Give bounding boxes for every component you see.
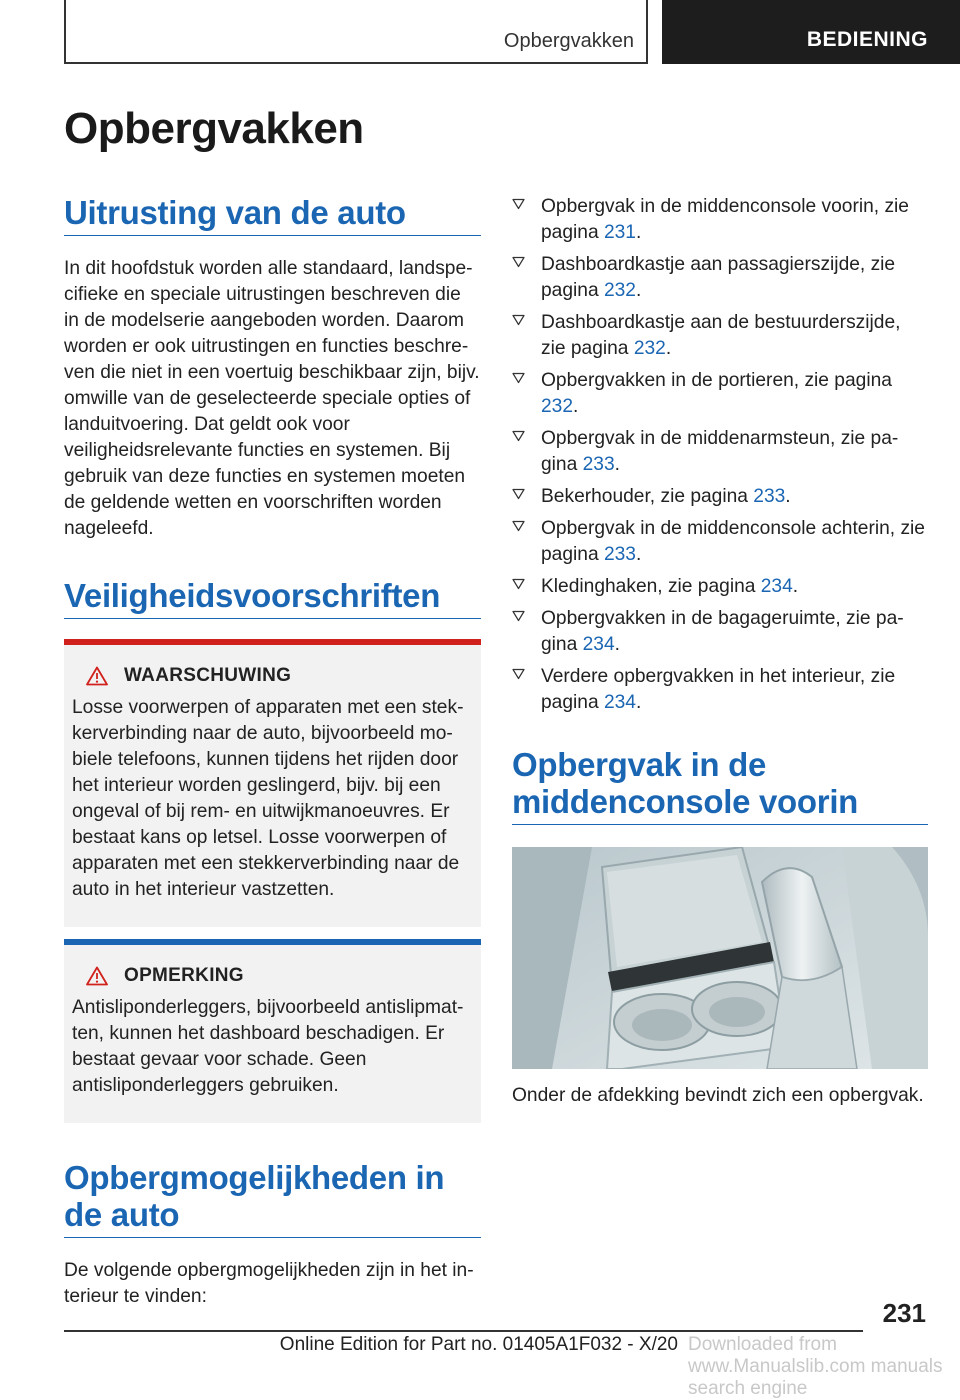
notice-header [72, 963, 473, 989]
footer-watermark: Downloaded from www.Manualslib.com manuals search engine [688, 1334, 943, 1399]
triangle-bullet-icon [512, 520, 525, 532]
console-caption: Onder de afdekking bevindt zich een opbergvak. [512, 1085, 924, 1106]
page-link[interactable]: 234 [582, 634, 615, 655]
triangle-bullet-icon [512, 488, 525, 500]
list-item: Opbergvak in de middenconsole achterin, zie pagina 233. [512, 516, 928, 568]
page-link[interactable]: 232 [541, 396, 574, 417]
page-link[interactable]: 233 [582, 454, 615, 475]
header-chapter-tab [662, 0, 960, 64]
list-item-text: Kledinghaken, zie pagina [541, 576, 761, 597]
left-column [64, 194, 481, 1310]
list-item: Dashboardkastje aan passagierszijde, zie pagina 232. [512, 252, 928, 304]
footer-edition: Online Edition for Part no. 01405A1F032 - X/20 [279, 1334, 678, 1355]
page-link[interactable]: 232 [603, 280, 636, 301]
list-item: Opbergvak in de middenconsole voorin, zie pagina 231. [512, 194, 928, 246]
page-number: 231 [882, 1298, 926, 1328]
footer-rule [64, 1330, 863, 1332]
list-item-text: Opbergvak in de middenarmsteun, zie pagina [541, 428, 899, 475]
storage-list [512, 194, 928, 716]
list-item-text: Opbergvak in de middenconsole achterin, zie pagina [541, 518, 925, 565]
header-section-title: Opbergvakken [503, 30, 634, 52]
list-item-text: Verdere opbergvakken in het interieur, zie pagina [541, 666, 896, 713]
page-link[interactable]: 233 [603, 544, 636, 565]
list-item: Kledinghaken, zie pagina 234. [512, 574, 928, 600]
console-storage-illustration [512, 847, 928, 1069]
notice-label: OPMERKING [124, 965, 244, 986]
warning-box [64, 639, 481, 927]
list-item: Opbergvak in de middenarmsteun, zie pagina 233. [512, 426, 928, 478]
warning-triangle-icon [86, 666, 108, 686]
notice-text: Antisliponderleggers, bijvoorbeeld antislipmatten, kunnen het dashboard beschadigen. Er bestaat gevaar voor schade. Geen antisliponderleggers gebruiken. [72, 997, 464, 1096]
header-chapter-label: BEDIENING [806, 28, 928, 51]
page-link[interactable]: 234 [603, 692, 636, 713]
list-item-text: Dashboardkastje aan passagierszijde, zie pagina [541, 254, 896, 301]
warning-label: WAARSCHUWING [124, 665, 292, 686]
triangle-bullet-icon [512, 578, 525, 590]
list-item-text: Bekerhouder, zie pagina [541, 486, 754, 507]
list-item: Dashboardkastje aan de bestuurderszijde, zie pagina 232. [512, 310, 928, 362]
options-intro: De volgende opbergmogelijkheden zijn in het interieur te vinden: [64, 1260, 474, 1307]
list-item: Verdere opbergvakken in het interieur, zie pagina 234. [512, 664, 928, 716]
triangle-bullet-icon [512, 610, 525, 622]
page-link[interactable]: 231 [603, 222, 636, 243]
list-item-text: Dashboardkastje aan de bestuurderszijde, zie pagina [541, 312, 901, 359]
list-item: Opbergvakken in de portieren, zie pagina 232. [512, 368, 928, 420]
list-item-text: Opbergvakken in de portieren, zie pagina [541, 370, 892, 391]
triangle-bullet-icon [512, 198, 525, 210]
page-link[interactable]: 233 [753, 486, 786, 507]
notice-triangle-icon [86, 966, 108, 986]
page-title: Opbergvakken [64, 104, 364, 153]
warning-text: Losse voorwerpen of apparaten met een stekkerverbinding naar de auto, bijvoorbeeld mobiele telefoons, kunnen tijdens het rijden door het interieur worden geslingerd, bijv. bij een ongeval of bij rem- en uitwijkmanoeuvres. Er bestaat kans op letsel. Losse voorwerpen of apparaten met een stekkerverbinding naar de auto in het interieur vastzetten. [72, 697, 464, 900]
page-link[interactable]: 232 [633, 338, 666, 359]
heading-equipment: Uitrusting van de auto [64, 194, 481, 236]
triangle-bullet-icon [512, 314, 525, 326]
list-item: Opbergvakken in de bagageruimte, zie pagina 234. [512, 606, 928, 658]
heading-options: Opbergmogelijkheden in de auto [64, 1159, 481, 1238]
list-item-text: Opbergvak in de middenconsole voorin, zie pagina [541, 196, 909, 243]
triangle-bullet-icon [512, 430, 525, 442]
triangle-bullet-icon [512, 372, 525, 384]
equipment-body: In dit hoofdstuk worden alle standaard, landspecifieke en speciale uitrustingen beschreven die in de modelserie aangeboden worden. Daarom worden er ook uitrustingen en functies beschreven die niet in een voertuig beschikbaar zijn, bijv. omwille van de geselecteerde speciale opties of landuitvoering. Dat geldt ook voor veiligheidsrelevante functies en systemen. Bij gebruik van deze functies en systemen moeten de geldende wetten en voorschriften worden nageleefd. [64, 258, 480, 539]
list-item: Bekerhouder, zie pagina 233. [512, 484, 928, 510]
right-column [512, 194, 928, 1109]
heading-console: Opbergvak in de middenconsole voorin [512, 746, 928, 825]
heading-safety: Veiligheidsvoorschriften [64, 577, 481, 619]
triangle-bullet-icon [512, 668, 525, 680]
page-link[interactable]: 234 [760, 576, 793, 597]
warning-header [72, 663, 473, 689]
list-item-text: Opbergvakken in de bagageruimte, zie pagina [541, 608, 904, 655]
notice-box [64, 939, 481, 1123]
triangle-bullet-icon [512, 256, 525, 268]
